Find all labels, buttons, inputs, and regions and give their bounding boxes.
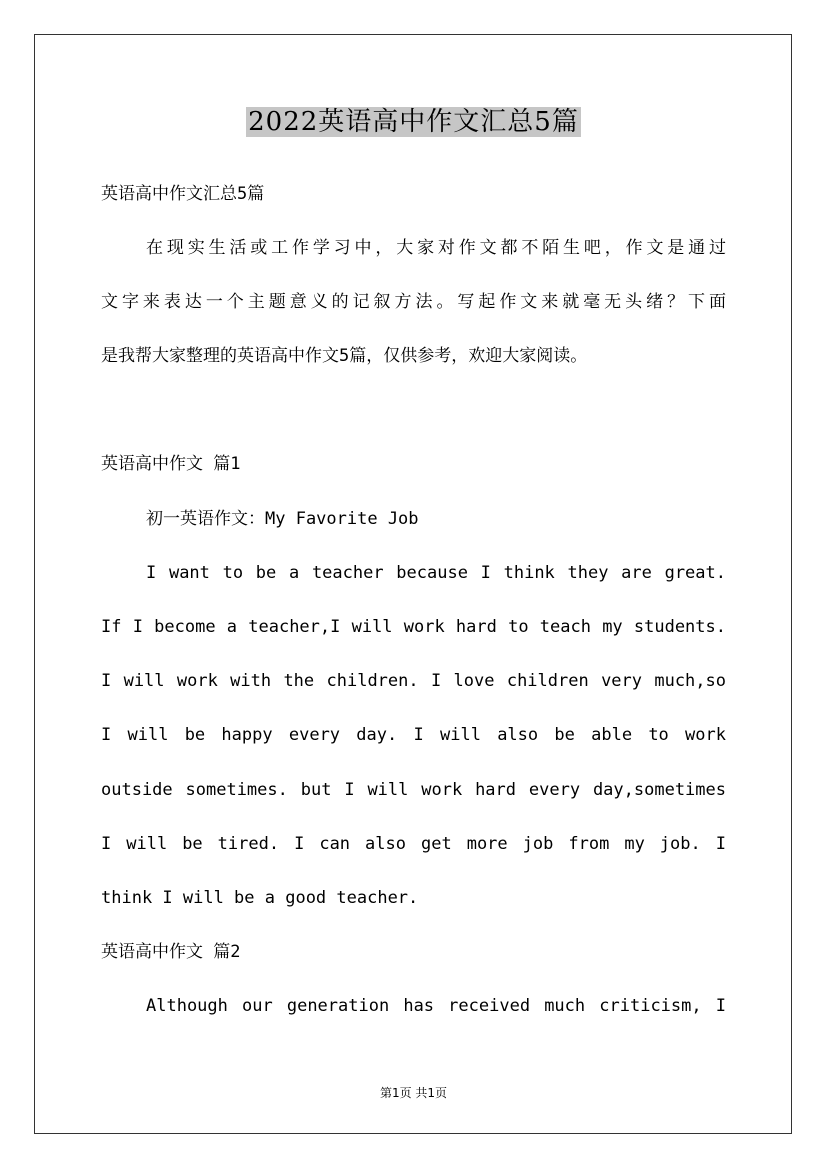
section1-line-5: outside sometimes. but I will work hard every day,sometimes [101,780,726,800]
section1-essay-title: 初一英语作文：My Favorite Job [146,509,419,529]
section1-line-3: I will work with the children. I love children very much,so [101,671,726,691]
page-title-wrap [0,104,827,140]
page-title: 2022英语高中作文汇总5篇 [248,107,579,137]
section1-line-6: I will be tired. I can also get more job from my job. I [101,834,726,854]
section1-line-7: think I will be a good teacher. [101,888,419,908]
section1-line-4: I will be happy every day. I will also be able to work [101,725,726,745]
section2-line-1: Although our generation has received much criticism, I [146,996,726,1016]
intro-line-3: 是我帮大家整理的英语高中作文5篇，仅供参考，欢迎大家阅读。 [101,346,588,366]
section1-line-2: If I become a teacher,I will work hard to teach my students. [101,617,726,637]
section1-line-1: I want to be a teacher because I think they are great. [146,563,726,583]
intro-line-1: 在现实生活或工作学习中，大家对作文都不陌生吧，作文是通过 [146,238,726,258]
document-subtitle: 英语高中作文汇总5篇 [101,184,265,204]
section1-heading: 英语高中作文 篇1 [101,454,241,474]
page-footer: 第1页 共1页 [379,1086,448,1100]
intro-line-2: 文字来表达一个主题意义的记叙方法。写起作文来就毫无头绪？下面 [101,292,726,312]
section2-heading: 英语高中作文 篇2 [101,942,241,962]
